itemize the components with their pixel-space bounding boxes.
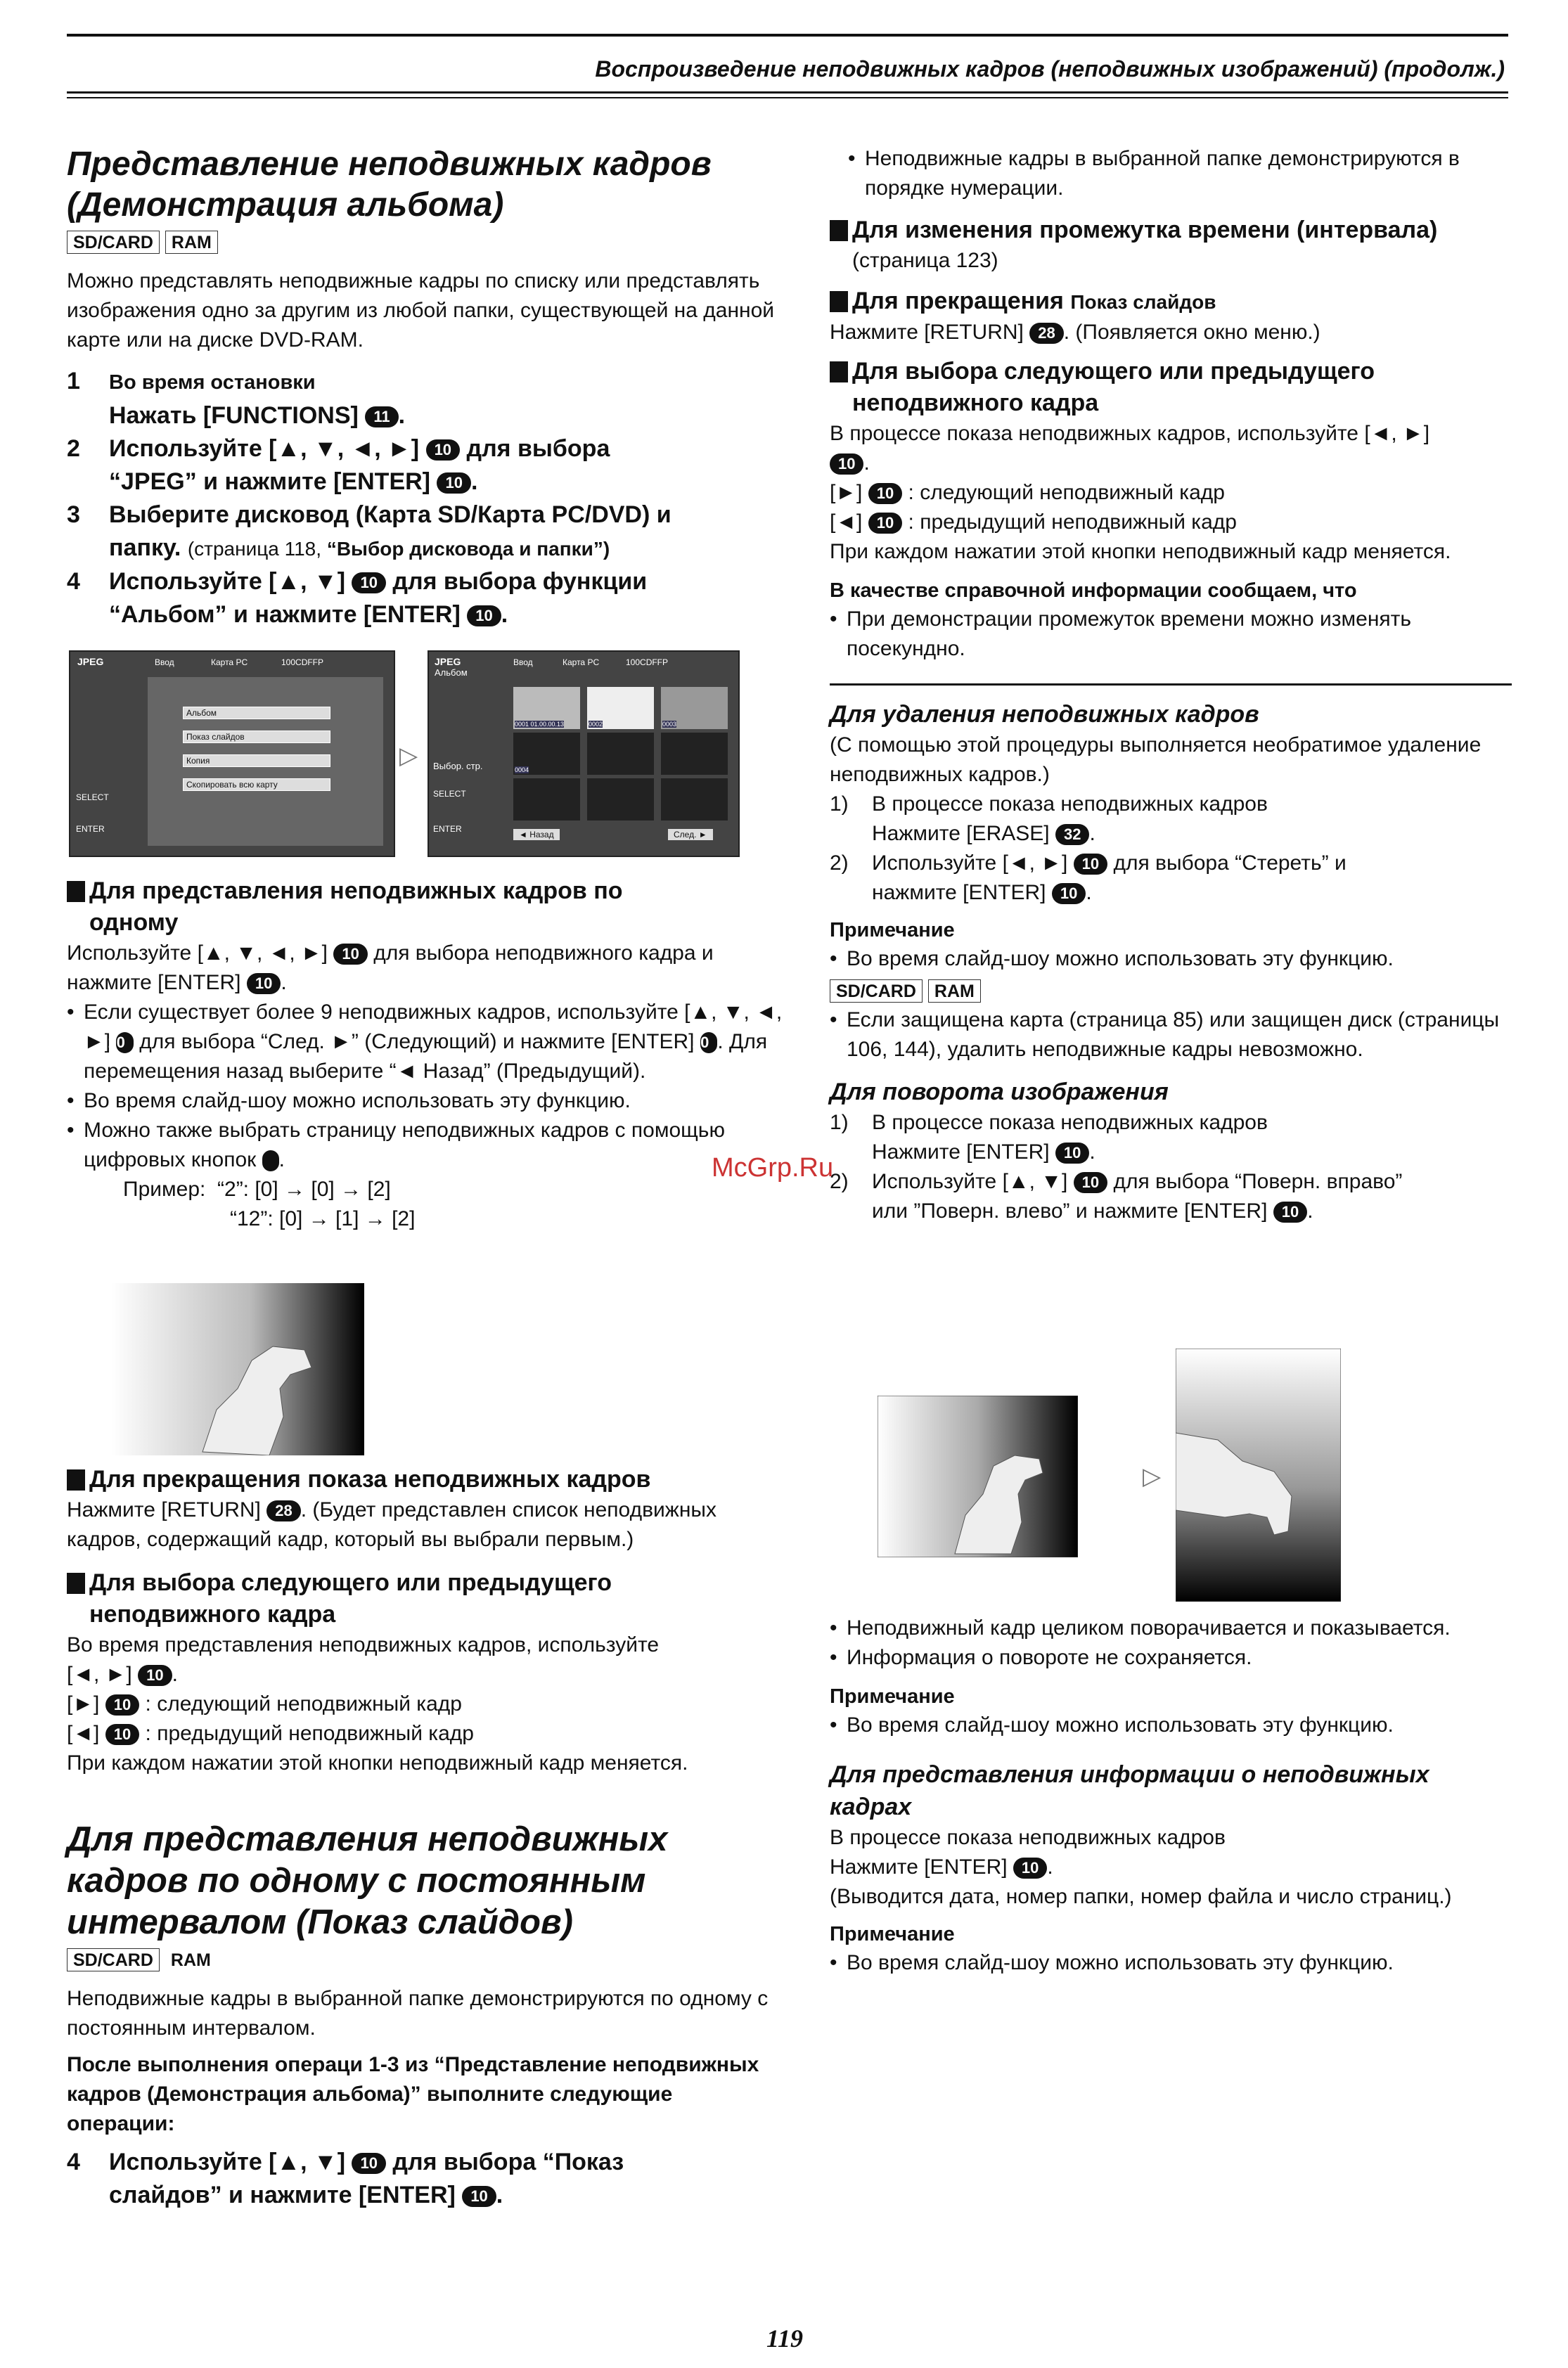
- left-column-lower: Для представления неподвижных кадров по одному Используйте [▲, ▼, ◄, ►] 10 для выбора неподвижного кадра и нажмите [ENTER] 10 . • Если существует более 9 неподвижных кадров, используйте [▲, ▼, ◄, ►] 10 для выбора “След. ►” (Следующий) и нажмите [ENTER] 10 . Для перемещения назад выберите “◄ Назад” (Предыдущий). • Во время слайд-шоу можно использовать эту функцию. • Можно также выбрать страницу неподвижных кадров с помощью цифровых кнопок 4 . Пример: “2”: [0] → [0] → [2] “12”: [0] → [1] → [2]: [67, 875, 784, 1234]
- section-title-album: Представление неподвижных кадров (Демонстрация альбома): [67, 146, 712, 224]
- step-2: 2 Используйте [▲, ▼, ◄, ►] 10 для выбора “JPEG” и нажмите [ENTER] 10 .: [67, 435, 610, 496]
- bullet-slideshow: • Во время слайд-шоу можно использовать эту функцию.: [67, 1086, 784, 1116]
- step-3: 3 Выберите дисковод (Карта SD/Карта PC/DVD) и папку. (страница 118, “Выбор дисковода и папки”): [67, 501, 671, 562]
- subhead-stop-showing: Для прекращения показа неподвижных кадров: [67, 1464, 784, 1495]
- page-header-title: Воспроизведение неподвижных кадров (неподвижных изображений) (продолж.): [595, 56, 1505, 82]
- header-rule-top: [67, 34, 1508, 37]
- step-4: 4 Используйте [▲, ▼] 10 для выбора функции “Альбом” и нажмите [ENTER] 10 .: [67, 568, 648, 629]
- dinosaur-photo: [111, 1283, 364, 1455]
- album-intro: Можно представлять неподвижные кадры по списку или представлять изображения одно за другим из любой папки, существующей на данной карте или на диске DVD-RAM.: [67, 269, 775, 352]
- rotate-after-photo: [1176, 1349, 1341, 1602]
- right-column-lower: • Неподвижный кадр целиком поворачивается и показывается. • Информация о повороте не сохраняется. Примечание • Во время слайд-шоу можно использовать эту функцию. Для представления информации о неподвижных кадрах В процессе показа неподвижных кадров Нажмите [ENTER] 10 . (Выводится дата, номер папки, номер файла и число страниц.) Примечание • Во время слайд-шоу можно использовать эту функцию.: [830, 1614, 1512, 1978]
- step-4-slideshow: 4 Используйте [▲, ▼] 10 для выбора “Показ слайдов” и нажмите [ENTER] 10 .: [67, 2149, 624, 2209]
- prev-page-button: ◄ Назад: [513, 829, 560, 840]
- ram-tag: RAM: [165, 231, 218, 254]
- header-rule-bottom2: [67, 97, 1508, 98]
- section-title-slideshow: Для представления неподвижных кадров по одному с постоянным интервалом (Показ слайдов): [67, 1820, 668, 1941]
- subhead-info: Для представления информации о неподвижных кадрах: [830, 1761, 1429, 1820]
- subhead-delete: Для удаления неподвижных кадров: [830, 701, 1259, 728]
- bullet-digit-keys: • Можно также выбрать страницу неподвижных кадров с помощью цифровых кнопок 4 .: [67, 1116, 784, 1175]
- subhead-rotate: Для поворота изображения: [830, 1079, 1169, 1105]
- header-rule-bottom: [67, 91, 1508, 94]
- rotate-before-photo: [878, 1396, 1078, 1557]
- subhead-stop-slideshow: Для прекращения Показ слайдов: [830, 285, 1512, 318]
- subhead-next-prev-right: Для выбора следующего или предыдущего неподвижного кадра: [830, 356, 1512, 419]
- album-menu-screen: JPEG Ввод Карта PC 100CDFFP Альбом Показ слайдов Копия Скопировать всю карту SELECT ENTER: [69, 650, 395, 857]
- left-column: [67, 144, 784, 631]
- step-1: 1 Во время остановки Нажать [FUNCTIONS] 11 .: [67, 368, 406, 430]
- album-thumbnail-screen: JPEG Альбом Ввод Карта PC 100CDFFP 0001 01.00.00.13 0002 0003 0004 Выбор. стр. SELECT ENTER ◄ Назад След. ►: [428, 650, 740, 857]
- arrow-right-icon: ▷: [399, 742, 418, 769]
- page-number: 119: [766, 2324, 804, 2353]
- sd-card-tag: SD/CARD: [67, 231, 160, 254]
- subhead-next-prev-left: Для выбора следующего или предыдущего неподвижного кадра: [67, 1567, 784, 1630]
- watermark: McGrp.Ru: [712, 1153, 834, 1183]
- subhead-interval: Для изменения промежутка времени (интервала): [830, 214, 1512, 246]
- subhead-one-by-one: Для представления неподвижных кадров по одному: [67, 875, 784, 939]
- arrow-right-icon-2: ▷: [1143, 1463, 1162, 1490]
- right-column: • Неподвижные кадры в выбранной папке демонстрируются в порядке нумерации. Для изменения промежутка времени (интервала) (страница 123) Для прекращения Показ слайдов Нажмите [RETURN] 28 . (Появляется окно меню.) Для выбора следующего или предыдущего неподвижного кадра В процессе показа неподвижных кадров, используйте [◄, ►] 10 . [►] 10 : следующий неподвижный кадр [◄] 10 : предыдущий неподвижный кадр При каждом нажатии этой кнопки неподвижный кадр меняется. В качестве справочной информации сообщаем, что • При демонстрации промежуток времени можно изменять посекундно. Для удаления неподвижных кадров (С помощью этой процедуры выполняется необратимое удаление неподвижных кадров.) 1) В процессе показа неподвижных кадров Нажмите [ERASE] 32 . 2) Используйте [◄, ►] 10 для выбора “Стереть” и нажмите [ENTER] 10 . Примечание • Во время слайд-шоу можно использовать эту функцию. SD/CARD RAM • Если защищена карта (страница 85) или защищен диск (страницы 106, 144), удалить неподвижные кадры невозможно. Для поворота изображения 1) В процессе показа неподвижных кадров Нажмите [ENTER] 10 . 2) Используйте [▲, ▼] 10 для выбора “Поверн. вправо” или ”Поверн. влево” и нажмите [ENTER] 10 .: [830, 144, 1512, 1226]
- left-column-lower2: Для прекращения показа неподвижных кадров Нажмите [RETURN] 28 . (Будет представлен список неподвижных кадров, содержащий кадр, который вы выбрали первым.) Для выбора следующего или предыдущего неподвижного кадра Во время представления неподвижных кадров, используйте [◄, ►] 10 . [►] 10 : следующий неподвижный кадр [◄] 10 : предыдущий неподвижный кадр При каждом нажатии этой кнопки неподвижный кадр меняется. Для представления неподвижных кадров по одному с постоянным интервалом (Показ слайдов) SD/CARD RAM Неподвижные кадры в выбранной папке демонстрируются по одному с постоянным интервалом. После выполнения операци 1-3 из “Представление неподвижных кадров (Демонстрация альбома)” выполните следующие операции: 4 Используйте [▲, ▼] 10 для выбора “Показ слайдов” и нажмите [ENTER] 10 .: [67, 1464, 784, 2212]
- next-page-button: След. ►: [668, 829, 713, 840]
- bullet-more-than-9: • Если существует более 9 неподвижных кадров, используйте [▲, ▼, ◄, ►] 10 для выбора “След. ►” (Следующий) и нажмите [ENTER] 10 . Для перемещения назад выберите “◄ Назад” (Предыдущий).: [67, 998, 784, 1086]
